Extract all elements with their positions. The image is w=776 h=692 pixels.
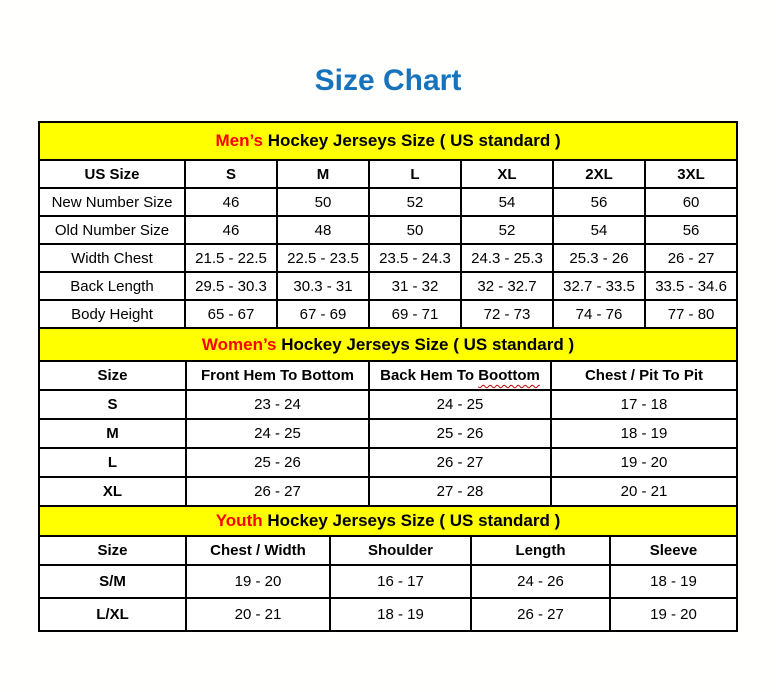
mens-section-label-highlight: Men’s [215,131,263,150]
youth-section-label-rest: Hockey Jerseys Size ( US standard ) [262,511,561,530]
size-value-cell: 19 - 20 [551,448,737,477]
column-header: Shoulder [330,536,471,565]
column-header: Size [39,361,186,390]
youth-column-header-row [39,536,737,565]
womens-section-header [39,328,737,361]
size-value-cell: 26 - 27 [369,448,551,477]
womens-section-label-rest: Hockey Jerseys Size ( US standard ) [276,334,575,354]
size-value-cell: 77 - 80 [645,300,737,328]
table-row [39,300,737,328]
size-value-cell: 18 - 19 [330,598,471,631]
column-header: Length [471,536,610,565]
size-value-cell: 32.7 - 33.5 [553,272,645,300]
womens-section-header-row [39,328,737,361]
size-value-cell: 50 [369,216,461,244]
size-value-cell: 20 - 21 [186,598,330,631]
column-header: 3XL [645,160,737,188]
size-value-cell: 50 [277,188,369,216]
column-header: M [277,160,369,188]
row-label: XL [39,477,186,506]
row-label: L/XL [39,598,186,631]
size-value-cell: 26 - 27 [645,244,737,272]
table-row [39,244,737,272]
row-label: M [39,419,186,448]
size-value-cell: 26 - 27 [186,477,369,506]
size-value-cell: 52 [461,216,553,244]
size-value-cell: 33.5 - 34.6 [645,272,737,300]
mens-section-header-row [39,122,737,160]
back-hem-label-prefix: Back Hem To [380,367,479,384]
row-label: Width Chest [39,244,185,272]
size-value-cell: 23.5 - 24.3 [369,244,461,272]
mens-column-header-row [39,160,737,188]
table-row [39,448,737,477]
youth-section-header-row [39,506,737,536]
size-value-cell: 25.3 - 26 [553,244,645,272]
size-value-cell: 24 - 25 [186,419,369,448]
size-value-cell: 24 - 25 [369,390,551,419]
size-value-cell: 27 - 28 [369,477,551,506]
column-header: L [369,160,461,188]
size-value-cell: 20 - 21 [551,477,737,506]
size-value-cell: 72 - 73 [461,300,553,328]
row-label: New Number Size [39,188,185,216]
table-row [39,216,737,244]
page-title: Size Chart [314,64,462,97]
mens-section-label-rest: Hockey Jerseys Size ( US standard ) [263,131,561,150]
size-value-cell: 18 - 19 [551,419,737,448]
size-value-cell: 19 - 20 [186,565,330,598]
size-value-cell: 56 [553,188,645,216]
column-header: XL [461,160,553,188]
womens-section-label-highlight: Women’s [201,334,277,354]
size-value-cell: 74 - 76 [553,300,645,328]
size-value-cell: 29.5 - 30.3 [185,272,277,300]
size-value-cell: 60 [645,188,737,216]
size-value-cell: 46 [185,188,277,216]
youth-size-table [38,505,738,632]
column-header: Chest / Width [186,536,330,565]
youth-section-header [39,506,737,536]
size-value-cell: 18 - 19 [610,565,737,598]
row-label: L [39,448,186,477]
column-header: Size [39,536,186,565]
mens-size-table [38,121,738,329]
size-value-cell: 21.5 - 22.5 [185,244,277,272]
row-label: Old Number Size [39,216,185,244]
size-value-cell: 25 - 26 [186,448,369,477]
size-value-cell: 48 [277,216,369,244]
size-value-cell: 19 - 20 [610,598,737,631]
size-value-cell: 24 - 26 [471,565,610,598]
size-value-cell: 56 [645,216,737,244]
table-row [39,188,737,216]
table-row [39,598,737,631]
back-hem-label-misspelled-word: Boottom [478,367,540,384]
size-value-cell: 30.3 - 31 [277,272,369,300]
table-row [39,419,737,448]
column-header: Sleeve [610,536,737,565]
size-value-cell: 54 [553,216,645,244]
youth-section-label-highlight: Youth [215,511,263,530]
size-value-cell: 67 - 69 [277,300,369,328]
size-value-cell: 54 [461,188,553,216]
column-header: Chest / Pit To Pit [551,361,737,390]
column-header: Front Hem To Bottom [186,361,369,390]
table-row [39,565,737,598]
table-row [39,477,737,506]
size-value-cell: 26 - 27 [471,598,610,631]
size-value-cell: 22.5 - 23.5 [277,244,369,272]
row-label: Body Height [39,300,185,328]
size-value-cell: 17 - 18 [551,390,737,419]
size-chart-container [38,121,736,632]
row-label: S/M [39,565,186,598]
size-value-cell: 23 - 24 [186,390,369,419]
size-value-cell: 16 - 17 [330,565,471,598]
womens-size-table [38,327,738,507]
column-header [369,361,551,390]
row-label: S [39,390,186,419]
size-value-cell: 69 - 71 [369,300,461,328]
table-row [39,390,737,419]
size-value-cell: 32 - 32.7 [461,272,553,300]
column-header: S [185,160,277,188]
mens-section-header [39,122,737,160]
column-header: 2XL [553,160,645,188]
womens-column-header-row [39,361,737,390]
size-value-cell: 25 - 26 [369,419,551,448]
size-value-cell: 31 - 32 [369,272,461,300]
table-row [39,272,737,300]
size-value-cell: 24.3 - 25.3 [461,244,553,272]
size-value-cell: 46 [185,216,277,244]
size-value-cell: 65 - 67 [185,300,277,328]
size-value-cell: 52 [369,188,461,216]
column-header: US Size [39,160,185,188]
row-label: Back Length [39,272,185,300]
